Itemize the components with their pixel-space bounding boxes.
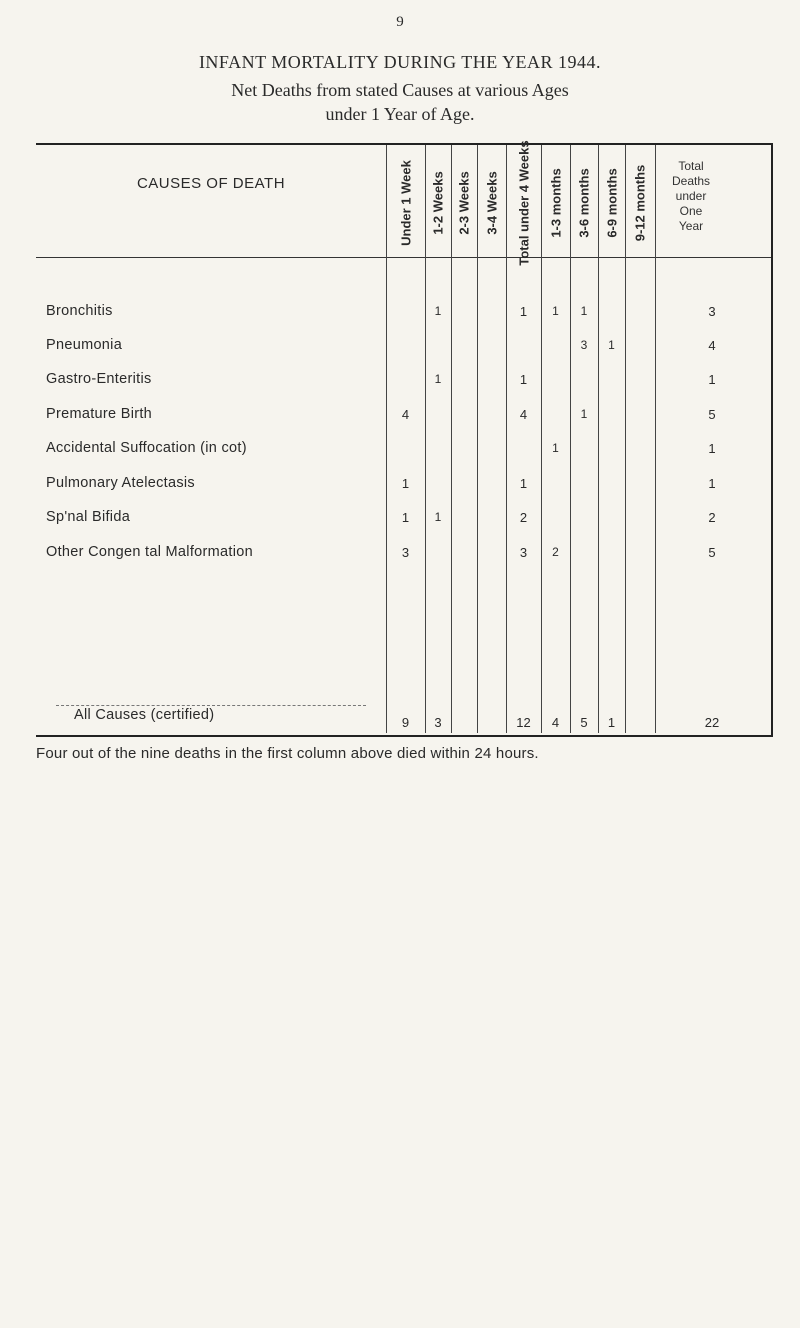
all-causes-cell: 3 (434, 715, 442, 730)
table-cell: 1 (519, 476, 528, 491)
age-column-header (541, 153, 570, 253)
cause-label: Sp'nal Bifida (46, 509, 131, 525)
age-column-header-text: 3-4 Weeks (484, 171, 499, 235)
page-number: 9 (396, 14, 404, 30)
row-total: 5 (708, 545, 716, 560)
age-column-header (506, 140, 541, 266)
cause-label: Accidental Suffocation (in cot) (46, 440, 247, 456)
total-header-line: Deaths (671, 174, 711, 188)
table-cell: 2 (552, 545, 559, 559)
row-total: 1 (708, 441, 716, 456)
cause-label: Other Congen tal Malformation (46, 544, 253, 560)
age-column-header-text: 6-9 months (604, 168, 619, 238)
age-column-header-text: 1-3 months (548, 168, 563, 238)
table-cell: 1 (580, 304, 588, 318)
all-causes-cell: 5 (580, 715, 588, 730)
table-cell: 3 (580, 338, 588, 352)
row-total: 1 (708, 372, 716, 387)
subtitle-line-1: Net Deaths from stated Causes at various Ages (231, 80, 569, 100)
table-cell: 1 (552, 441, 559, 455)
table-cell: 1 (580, 407, 588, 421)
table-cell: 1 (608, 338, 615, 352)
page-title: INFANT MORTALITY DURING THE YEAR 1944. (198, 52, 602, 72)
table-cell: 4 (401, 407, 410, 422)
footnote: Four out of the nine deaths in the first column above died within 24 hours. (36, 745, 539, 762)
table-cell: 2 (519, 510, 528, 525)
table-cell: 4 (519, 407, 528, 422)
age-column-header (386, 153, 425, 253)
table-cell: 1 (434, 304, 442, 318)
age-column-header (477, 153, 506, 253)
total-header-line: Total (678, 159, 704, 173)
age-column-header (451, 153, 477, 253)
mortality-table (36, 140, 773, 737)
column-divider (655, 145, 656, 733)
table-cell: 1 (401, 476, 410, 491)
table-cell: 1 (519, 372, 528, 387)
all-causes-cell: 1 (607, 715, 616, 730)
age-column-header-text: Under 1 Week (398, 160, 413, 246)
row-total: 5 (708, 407, 716, 422)
table-cell: 1 (519, 304, 528, 319)
all-causes-cell: 4 (551, 715, 560, 730)
causes-column-header: CAUSES OF DEATH (136, 175, 286, 192)
all-causes-cell: 9 (401, 715, 410, 730)
age-column-header-text: 9-12 months (632, 164, 648, 242)
age-column-header-text: 2-3 Weeks (456, 171, 472, 235)
row-total: 2 (708, 510, 716, 525)
row-total: 1 (708, 476, 716, 491)
age-column-header (570, 153, 598, 253)
age-column-header-text: 1-2 Weeks (430, 171, 446, 235)
total-header-line: Year (678, 219, 704, 233)
table-cell: 1 (434, 510, 442, 524)
row-total: 3 (708, 304, 716, 319)
all-causes-cell: 12 (516, 715, 531, 730)
age-column-header-text: Total under 4 Weeks (516, 140, 531, 266)
header-rule (36, 257, 771, 258)
table-cell: 3 (519, 545, 528, 560)
all-causes-separator (56, 705, 366, 706)
total-header-line: under (675, 189, 707, 203)
all-causes-total: 22 (704, 715, 720, 730)
table-cell: 1 (401, 510, 410, 525)
cause-label: Pneumonia (46, 337, 123, 353)
cause-label: Pulmonary Atelectasis (46, 475, 195, 491)
all-causes-label: All Causes (certified) (74, 707, 215, 723)
age-column-header-text: 3-6 months (576, 168, 592, 238)
table-cell: 1 (434, 372, 442, 386)
subtitle-line-2: under 1 Year of Age. (325, 104, 475, 124)
age-column-header (598, 153, 625, 253)
table-cell: 1 (552, 304, 559, 318)
total-header-line: One (679, 204, 703, 218)
cause-label: Premature Birth (46, 406, 153, 422)
row-total: 4 (708, 338, 716, 353)
cause-label: Gastro-Enteritis (46, 371, 152, 387)
table-cell: 3 (401, 545, 410, 560)
age-column-header (625, 153, 655, 253)
cause-label: Bronchitis (46, 303, 113, 319)
age-column-header (425, 153, 451, 253)
